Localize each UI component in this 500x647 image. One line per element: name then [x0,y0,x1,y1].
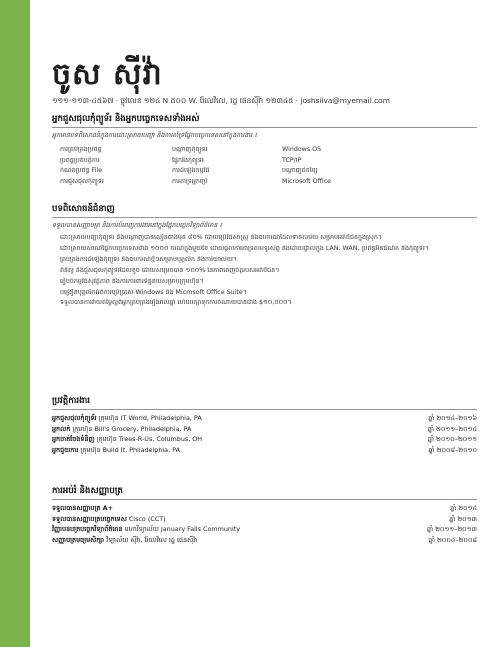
job-history-title: ប្រវត្តិការងារ [52,396,91,406]
skill-item: Microsoft Office [282,177,332,185]
skills-section [52,114,477,186]
skills-intro: អ្នកមានបទពិសោធន៍ក្នុងការដោះស្រាយបញ្ហា និងការគាំទ្រផ្នែកបច្ចេកទេសនៅក្នុងការងារ ៖ [52,132,258,139]
education-row [52,503,477,514]
job-dates: ឆ្នាំ ២០១០–២០១១ [427,435,477,443]
skill-item: ការដំឡើងកម្មវិធី [172,167,210,175]
skills-grid [60,146,477,186]
section-divider [52,217,477,218]
skills-title: អ្នកជួសជុលកុំព្យូទ័រ និងអ្នកបច្ចេកទេសទាំងអស់ [52,114,200,124]
education-row [52,524,477,535]
experience-bullet: ពិនិត្យ និងជួសជុលកុំព្យូទ័រដែលខូច ដោយសម្រេចបាន ១០០% នៃភាពពេញចិត្តរបស់អតិថិជន។ [60,266,280,274]
applicant-name: ចូស ស៊ីវ៉ា [52,57,163,92]
job-role: អ្នកជួយការ [52,445,79,454]
job-role: អ្នកជួសជុលកុំព្យូទ័រ [52,414,97,422]
experience-bullet: រៀបចំកម្មវិធីសុវត្ថិភាព និងការការពារទិន្នន័យសម្រាប់ក្រុមហ៊ុន។ [60,277,204,285]
skill-item: កំណត់ប្រព័ន្ធ File [60,167,103,175]
experience-summary-section [52,204,477,308]
experience-bullet: ទទួលបានការវាយតម្លៃល្អពីអ្នកគ្រប់គ្រងរៀងរាល់ឆ្នាំ ហើយរក្សាទុកការចំណាយបានជាង $១០,០០០។ [60,299,292,307]
job-role: អ្នកលក់ [52,424,71,433]
skill-item: ការគ្រប់គ្រងប្រព័ន្ធ [60,146,102,153]
job-row [52,424,477,435]
experience-bullet: ដោះស្រាយសំណើផ្នែកបច្ចេកទេសជាង ១០០០ ករណីក្នុងមួយខែ ដោយផ្តល់ការគាំទ្រតាមទូរស័ព្ទ និងដោយផ្ទាល់ក្នុង LAN, WAN, ប្រព័ន្ធអ៊ីនធឺណិត និងកុំព្យូទ័រ។ [60,244,430,252]
job-row [52,413,477,424]
education-award: សញ្ញាបត្រមធ្យមសិក្សា [52,535,105,544]
skill-item: Windows OS [282,146,322,153]
experience-summary-title: បទពិសោធន៍ជំនាញ [52,204,115,214]
skill-item: ផ្នែករឹងកុំព្យូទ័រ [172,156,204,164]
experience-bullet: បង្រៀនបុគ្គលិកអំពីការប្រើប្រាស់ Windows និង Microsoft Office Suite។ [60,288,247,296]
skill-item: TCP/IP [282,156,302,164]
job-row [52,434,477,445]
education-award: ទទួលបានសញ្ញាបត្របច្ចេកទេស [52,514,127,523]
section-divider [52,127,477,128]
skill-item: ការគាំទ្រអ្នកប្រើ [172,177,208,185]
sidebar-accent [0,0,30,647]
education-place: មហាវិទ្យាល័យ January Falls Community [124,525,241,533]
job-history-section [52,396,477,455]
education-award: ទទួលបានសញ្ញាបត្រ A+ [52,504,113,512]
education-dates: ឆ្នាំ ២០១១–២០១៣ [426,525,477,533]
education-title: ការអប់រំ និងសញ្ញាបត្រ [52,486,123,496]
skill-item: ប្រព័ន្ធប្រតិបត្តិការ [60,156,100,164]
education-award: វិញ្ញាបនបត្របច្ចេកវិទ្យាព័ត៌មាន [52,525,123,533]
experience-bullet: ដោះស្រាយបញ្ហាកុំព្យូទ័រ និងបណ្តាញបានលឿនជាងមុន ៨០% ដោយប្រើវិធីសាស្ត្រ និងឧបករណ៍ដែលទាន់សម័យ សម្រាប់អតិថិជនក្នុងស្រុក។ [60,234,383,241]
education-place: វិទ្យាល័យ ស៊ីវ៉ា, រ៉ែលេវិលេ រដ្ឋ ផេនស៊ីវ៉ា [106,535,198,544]
job-dates: ឆ្នាំ ២០១៤–២០១៦ [428,414,477,422]
job-place: ក្រុមហ៊ុន Trees-R-Us, Columbus, OH [96,435,203,443]
education-section [52,486,477,545]
job-row [52,445,477,456]
experience-summary-intro: ទទួលបានសញ្ញាបត្រ និងការបំពេញការងារនៅក្នុងផ្នែកបច្ចេកវិទ្យាព័ត៌មាន ៖ [52,222,223,229]
education-dates: ឆ្នាំ ២០១៤ [450,504,477,512]
contact-line: ១១១-១១៣-៤៥៦៧ · ផ្លូវលេខ ១២៤ N ៥០០ W. រ៉ែលេវិលេ, រដ្ឋ ផេនស៊ីវ៉ា ១២៣៤៥ · joshsilva@myemail.com [52,96,390,105]
education-dates: ឆ្នាំ ២០០៤–២០០៨ [428,535,477,544]
education-dates: ឆ្នាំ ២០១៣ [449,514,477,523]
education-place: Cisco (CCT) [128,514,166,523]
job-place: ក្រុមហ៊ុន Bill's Grocery, Philadelphia, PA [72,424,192,433]
job-place: ក្រុមហ៊ុន IT World, Philadelphia, PA [98,414,202,422]
education-row [52,535,477,546]
skill-item: ការជួសជុលកុំព្យូទ័រ [60,177,104,185]
experience-bullet: គ្រប់គ្រងការដំឡើងកុំព្យូទ័រ និងឧបករណ៍ថ្មីៗសម្រាប់បុគ្គលិក និងការិយាល័យ។ [60,255,238,263]
job-role: អ្នកចាត់ចែងទំនិញ [52,435,95,443]
skill-item: បណ្តាញកុំព្យូទ័រ [172,146,208,153]
section-divider [52,409,477,410]
section-divider [52,499,477,500]
job-place: ក្រុមហ៊ុន Build It, Philadelphia, PA [80,445,180,454]
job-dates: ឆ្នាំ ២០០៨–២០១០ [428,445,477,454]
skill-item: បណ្តាញឥតខ្សែ [282,167,318,175]
job-dates: ឆ្នាំ ២០១១–២០១៤ [427,424,477,433]
education-row [52,514,477,525]
